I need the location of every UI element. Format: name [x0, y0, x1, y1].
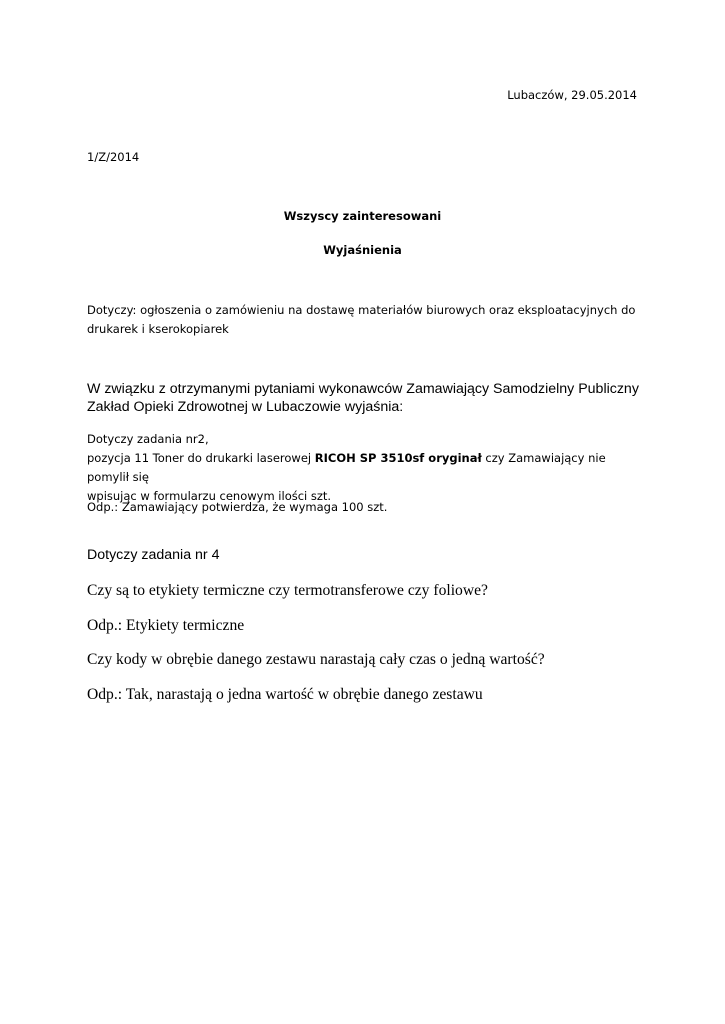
task2-answer: Odp.: Zamawiający potwierdza, że wymaga 100 szt.: [87, 500, 388, 514]
recipients-line: Wszyscy zainteresowani: [283, 209, 442, 223]
reference-number: 1/Z/2014: [87, 150, 140, 164]
task2-line-3: wpisując w formularzu cenowym ilości szt.: [87, 489, 332, 503]
task2-position-prefix: pozycja 11 Toner do drukarki laserowej: [87, 451, 315, 465]
task4-question-1: Czy są to etykiety termiczne czy termotransferowe czy foliowe?: [87, 582, 488, 599]
task4-label: Dotyczy zadania nr 4: [87, 547, 220, 563]
intro-line-1: W związku z otrzymanymi pytaniami wykonawców Zamawiający Samodzielny Publiczny: [87, 381, 639, 397]
task4-answer-1: Odp.: Etykiety termiczne: [87, 617, 245, 634]
task4-question-2: Czy kody w obrębie danego zestawu narastają cały czas o jedną wartość?: [87, 651, 545, 668]
subject-paragraph: [87, 301, 637, 339]
intro-line-2: Zakład Opieki Zdrowotnej w Lubaczowie wyjaśnia:: [87, 399, 404, 415]
task2-paragraph: [87, 430, 647, 506]
subject-line-1: Dotyczy: ogłoszenia o zamówieniu na dostawę materiałów biurowych oraz eksploatacyjnych do: [87, 303, 636, 317]
subject-line-2: drukarek i kserokopiarek: [87, 322, 229, 336]
task2-position-line: [87, 449, 647, 487]
task4-answer-2: Odp.: Tak, narastają o jedna wartość w obrębie danego zestawu: [87, 686, 483, 703]
intro-paragraph: [87, 380, 647, 416]
place-date: Lubaczów, 29.05.2014: [507, 88, 637, 102]
task2-label: Dotyczy zadania nr2,: [87, 432, 209, 446]
task2-product: RICOH SP 3510sf oryginał: [314, 451, 482, 465]
document-heading: Wyjaśnienia: [323, 243, 402, 257]
task2-position-suffix: czy Zamawiający nie pomylił się: [87, 451, 606, 484]
